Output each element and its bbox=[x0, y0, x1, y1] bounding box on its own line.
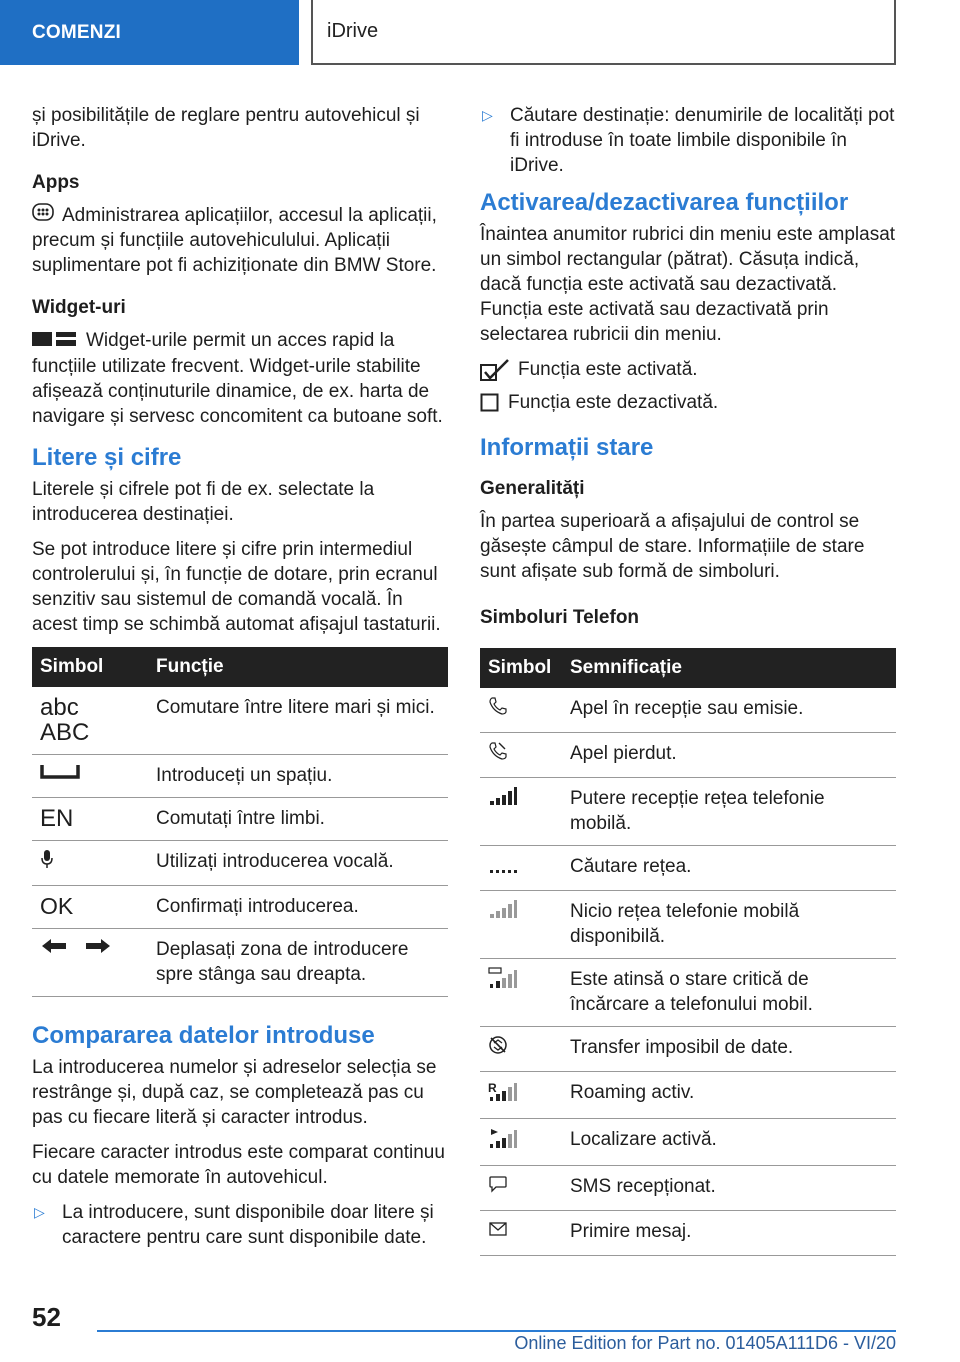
mail-icon bbox=[488, 1219, 508, 1239]
chapter-title: iDrive bbox=[327, 20, 379, 42]
keyboard-symbols-table bbox=[32, 647, 448, 997]
arrow-left-right-icon bbox=[40, 937, 112, 955]
table-header-function: Funcție bbox=[148, 647, 448, 687]
table-row bbox=[480, 1211, 896, 1256]
compare-bullet: ▷ La introducere, sunt disponibile doar litere și caractere pentru care sunt disponibile date. bbox=[34, 1201, 434, 1248]
ok-symbol: OK bbox=[32, 885, 148, 928]
widgets-heading: Widget-uri bbox=[32, 297, 126, 319]
letters-paragraph-2: Se pot introduce litere și cifre prin intermediul controlerului și, în funcție de dotare, prin ecranul senzitiv sau sistemul de comandă vocală. În acest timp se schimbă automat afișajul tastaturii. bbox=[32, 538, 441, 635]
table-row bbox=[480, 1166, 896, 1211]
letters-heading: Litere și cifre bbox=[32, 443, 182, 471]
compare-paragraph-1: La introducerea numelor și adreselor selecția se restrânge și, după caz, se completează pas cu pas cu fiecare literă și caracter introdus. bbox=[32, 1056, 437, 1128]
general-paragraph: În partea superioară a afișajului de control se găsește câmpul de stare. Informațiile de stare sunt afișate sub formă de simboluri. bbox=[480, 511, 865, 582]
table-cell: Confirmați introducerea. bbox=[148, 885, 448, 928]
no-data-icon bbox=[488, 1035, 508, 1055]
compare-paragraph-2: Fiecare caracter introdus este comparat continuu cu datele memorate în autovehicul. bbox=[32, 1141, 445, 1188]
table-cell: Primire mesaj. bbox=[562, 1211, 896, 1256]
language-symbol: EN bbox=[32, 797, 148, 840]
signal-strength-icon bbox=[488, 786, 518, 806]
battery-critical-icon bbox=[488, 967, 518, 989]
table-row bbox=[480, 688, 896, 733]
microphone-icon bbox=[40, 849, 54, 869]
table-header-symbol: Simbol bbox=[480, 648, 562, 688]
activation-paragraph: Înaintea anumitor rubrici din meniu este amplasat un simbol rectangular (pătrat). Căsuța indică, dacă funcția este activată sau dezactivată. Funcția este activată sau dezactivată prin selectarea rubricii din meniu. bbox=[480, 224, 896, 345]
bullet-triangle-icon: ▷ bbox=[482, 107, 493, 123]
table-row bbox=[32, 797, 448, 840]
page-number: 52 bbox=[32, 1302, 61, 1332]
searching-network-icon bbox=[488, 854, 518, 874]
table-header-row bbox=[480, 648, 896, 688]
table-cell: Putere recepție rețea telefonie mobilă. bbox=[562, 778, 896, 846]
no-network-icon bbox=[488, 899, 518, 919]
table-cell: Căutare rețea. bbox=[562, 846, 896, 891]
table-row bbox=[480, 846, 896, 891]
activated-row: Funcția este activată. bbox=[480, 357, 896, 382]
table-cell: Comutați între limbi. bbox=[148, 797, 448, 840]
table-cell: Apel în recepție sau emisie. bbox=[562, 688, 896, 733]
space-icon bbox=[40, 763, 80, 781]
table-cell: Deplasați zona de introducere spre stânga sau dreapta. bbox=[148, 928, 448, 996]
general-heading: Generalități bbox=[480, 478, 585, 499]
table-row bbox=[32, 885, 448, 928]
location-icon bbox=[488, 1127, 518, 1149]
footer-divider bbox=[97, 1330, 896, 1332]
table-cell: Transfer imposibil de date. bbox=[562, 1027, 896, 1072]
table-cell: Nicio rețea telefonie mobilă disponibilă. bbox=[562, 891, 896, 959]
table-row bbox=[480, 733, 896, 778]
checkbox-empty-icon bbox=[480, 393, 500, 413]
table-header-row bbox=[32, 647, 448, 687]
widgets-icon bbox=[32, 329, 78, 354]
missed-call-icon bbox=[488, 741, 508, 761]
table-row bbox=[480, 891, 896, 959]
right-column bbox=[480, 103, 896, 1256]
destination-bullet: ▷ Căutare destinație: denumirile de localități pot fi introduse în toate limbile disponibile în iDrive. bbox=[482, 105, 895, 176]
widgets-text: Widget-urile permit un acces rapid la funcțiile utilizate frecvent. Widget-urile stabilite afișează conținuturile dinamice, de ex. harta de navigare și servesc concomitent ca butoane soft. bbox=[32, 330, 443, 427]
table-row bbox=[480, 1119, 896, 1166]
apps-text: Administrarea aplicațiilor, accesul la aplicații, precum și funcțiile autovehiculului. Aplicații suplimentare pot fi achiziționate din BMW Store. bbox=[32, 205, 437, 277]
section-tab bbox=[0, 0, 299, 65]
bullet-triangle-icon: ▷ bbox=[34, 1203, 45, 1220]
apps-paragraph bbox=[32, 203, 448, 278]
table-cell: Introduceți un spațiu. bbox=[148, 754, 448, 797]
activation-heading: Activarea/dezactivarea funcțiilor bbox=[480, 189, 849, 216]
apps-heading: Apps bbox=[32, 172, 80, 193]
table-header-symbol: Simbol bbox=[32, 647, 148, 687]
table-cell: Roaming activ. bbox=[562, 1072, 896, 1119]
section-title: COMENZI bbox=[32, 21, 122, 43]
intro-paragraph: și posibilitățile de reglare pentru autovehicul și iDrive. bbox=[32, 105, 420, 151]
footer-edition: Online Edition for Part no. 01405A111D6 - VI/20 bbox=[514, 1333, 896, 1353]
status-heading: Informații stare bbox=[480, 434, 654, 461]
table-cell: Comutare între litere mari și mici. bbox=[148, 687, 448, 755]
phone-symbols-table bbox=[480, 648, 896, 1256]
case-switch-symbol: abc ABC bbox=[32, 687, 148, 755]
letters-paragraph-1: Literele și cifrele pot fi de ex. selectate la introducerea destinației. bbox=[32, 478, 375, 525]
phone-icon bbox=[488, 696, 508, 716]
table-row bbox=[480, 778, 896, 846]
table-header-meaning: Semnificație bbox=[562, 648, 896, 688]
phone-symbols-heading: Simboluri Telefon bbox=[480, 607, 640, 628]
deactivated-row: Funcția este dezactivată. bbox=[480, 390, 896, 415]
widgets-paragraph bbox=[32, 328, 448, 428]
apps-icon bbox=[32, 203, 54, 228]
compare-heading: Compararea datelor introduse bbox=[32, 1021, 375, 1049]
table-row bbox=[480, 959, 896, 1027]
table-cell: Apel pierdut. bbox=[562, 733, 896, 778]
sms-icon bbox=[488, 1174, 508, 1194]
left-column bbox=[32, 103, 448, 1260]
table-row bbox=[32, 840, 448, 885]
table-cell: Localizare activă. bbox=[562, 1119, 896, 1166]
table-row bbox=[480, 1072, 896, 1119]
table-row bbox=[480, 1027, 896, 1072]
checkbox-checked-icon bbox=[480, 359, 510, 381]
table-cell: SMS recepționat. bbox=[562, 1166, 896, 1211]
table-row bbox=[32, 754, 448, 797]
table-row bbox=[32, 928, 448, 996]
table-cell: Utilizați introducerea vocală. bbox=[148, 840, 448, 885]
roaming-letter: R bbox=[488, 1081, 497, 1095]
table-row bbox=[32, 687, 448, 755]
table-cell: Este atinsă o stare critică de încărcare a telefonului mobil. bbox=[562, 959, 896, 1027]
chapter-box bbox=[311, 0, 896, 65]
